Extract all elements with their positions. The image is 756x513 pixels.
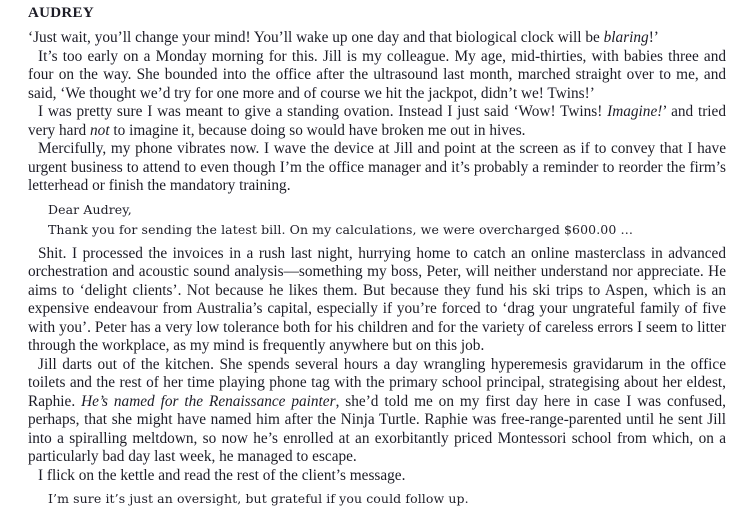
paragraph xyxy=(28,356,726,467)
paragraph xyxy=(28,140,726,196)
letter-line: Dear Audrey, xyxy=(48,201,132,217)
paragraph xyxy=(28,29,726,48)
emphasized-text: blaring xyxy=(603,29,649,46)
paragraph-text: ’ and tried very hard xyxy=(28,103,726,139)
client-message-excerpt xyxy=(48,489,726,509)
emphasized-text: He’s named for the Renaissance painter xyxy=(81,392,336,410)
emphasized-text: Imagine! xyxy=(607,103,663,120)
letter-line: Thank you for sending the latest bill. On my calculations, we were overcharged $600.00 … xyxy=(48,221,634,237)
paragraph-text: to imagine it, because doing so would have broken me out in hives. xyxy=(109,121,526,139)
paragraph-text: Shit. I processed the invoices in a rush last night, hurrying home to catch an online masterclass in advanced orchestration and acoustic sound analysis—something my boss, Peter, will neither understand nor appreciate. He aims to ‘delight clients’. Not because he likes them. But because they fund his ski trips to Aspen, which is an expensive endeavour from Australia’s capital, especially if you’re forced to ‘drag your ungrateful family of five with you’. Peter has a very low tolerance both for his children and for the variety of careless errors I seem to litter through the workplace, as my mind is frequently anywhere but on this job. xyxy=(28,244,726,354)
chapter-title: AUDREY xyxy=(28,5,94,21)
paragraph-text: !’ xyxy=(648,29,659,46)
paragraph-text: , she’d told me on my first day here in case I was confused, perhaps, that she might have named him after the Ninja Turtle. Raphie was free-range-parented until he sent Jill into a spiralling meltdown, so now he’s enrolled at an exorbitantly priced Montessori school from which, on a particularly bad day last week, he managed to escape. xyxy=(28,392,726,465)
paragraph xyxy=(28,48,726,104)
page-content xyxy=(28,29,726,509)
paragraph xyxy=(28,245,726,356)
client-message-excerpt xyxy=(48,200,726,240)
emphasized-text: not xyxy=(90,121,110,139)
paragraph-text: Mercifully, my phone vibrates now. I wave the device at Jill and point at the screen as if to convey that I have urgent business to attend to even though I’m the office manager and it’s probably a reminder to reorder the firm’s letterhead or finish the mandatory training. xyxy=(28,140,726,194)
paragraph xyxy=(28,467,726,486)
paragraph-text: It’s too early on a Monday morning for this. Jill is my colleague. My age, mid-thirties, with babies three and four on the way. She bounded into the office after the ultrasound last month, marched straight over to me, and said, ‘We thought we’d try for one more and of course we hit the jackpot, didn’t we! Twins!’ xyxy=(28,47,726,102)
paragraph-text: Jill darts out of the kitchen. She spends several hours a day wrangling hyperemesis gravidarum in the office toilets and the rest of her time playing phone tag with the primary school principal, strategising about her eldest, Raphie. xyxy=(28,355,726,410)
paragraph-text: ‘Just wait, you’ll change your mind! You’ll wake up one day and that biological clock will be xyxy=(28,29,604,46)
paragraph-text: I was pretty sure I was meant to give a standing ovation. Instead I just said ‘Wow! Twins! xyxy=(38,103,608,120)
paragraph xyxy=(28,103,726,140)
letter-line: I’m sure it’s just an oversight, but grateful if you could follow up. xyxy=(48,491,469,506)
paragraph-text: I flick on the kettle and read the rest of the client’s message. xyxy=(38,466,406,484)
